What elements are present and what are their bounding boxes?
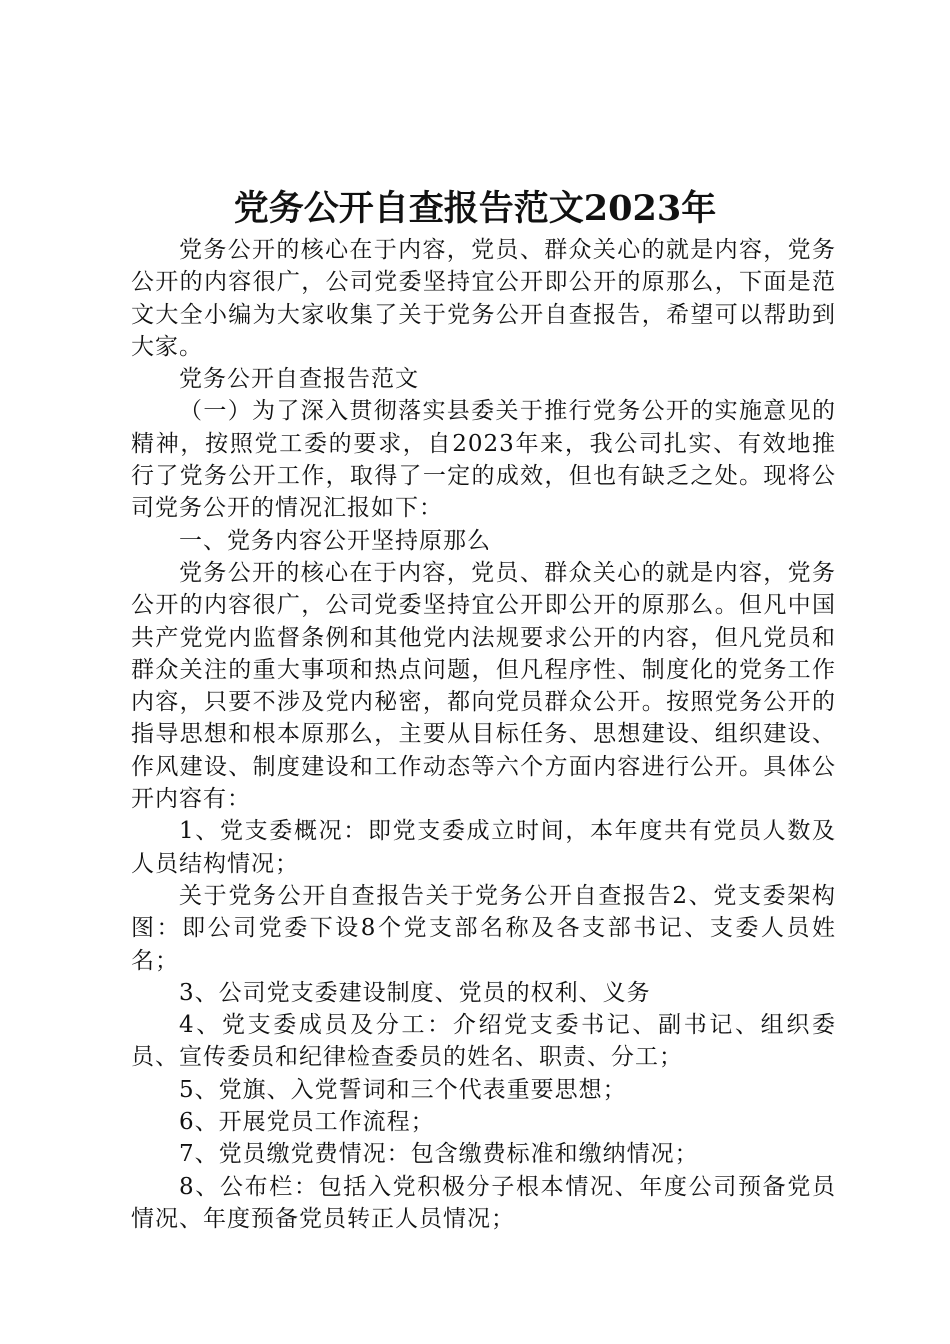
paragraph-section-one-intro: （一）为了深入贯彻落实县委关于推行党务公开的实施意见的精神，按照党工委的要求，自2023年来，我公司扎实、有效地推行了党务公开工作，取得了一定的成效，但也有缺乏之处。现将公司党务公开的情况汇报如下： [131,398,836,522]
list-item-7: 7、党员缴党费情况：包含缴费标准和缴纳情况； [179,1141,699,1168]
paragraph-subtitle: 党务公开自查报告范文 [179,366,419,393]
document-title: 党务公开自查报告范文2023年 [233,188,717,229]
list-item-8: 8、公布栏：包括入党积极分子根本情况、年度公司预备党员情况、年度预备党员转正人员情况； [131,1173,836,1232]
paragraph-intro: 党务公开的核心在于内容，党员、群众关心的就是内容，党务公开的内容很广，公司党委坚持宜公开即公开的原那么，下面是范文大全小编为大家收集了关于党务公开自查报告，希望可以帮助到大家。 [131,237,836,360]
list-item-2: 关于党务公开自查报告关于党务公开自查报告2、党支委架构图：即公司党委下设8个党支部名称及各支部书记、支委人员姓名； [131,882,836,974]
list-item-5: 5、党旗、入党誓词和三个代表重要思想； [179,1076,627,1103]
list-item-3: 3、公司党支委建设制度、党员的权利、义务 [179,979,651,1006]
list-item-4: 4、党支委成员及分工：介绍党支委书记、副书记、组织委员、宣传委员和纪律检查委员的姓名、职责、分工； [131,1012,836,1071]
list-item-1: 1、党支委概况：即党支委成立时间，本年度共有党员人数及人员结构情况； [131,818,836,877]
document-body [131,234,836,1235]
paragraph-content-core: 党务公开的核心在于内容，党员、群众关心的就是内容，党务公开的内容很广，公司党委坚持宜公开即公开的原那么。但凡中国共产党党内监督条例和其他党内法规要求公开的内容，但凡党员和群众关注的重大事项和热点问题，但凡程序性、制度化的党务工作内容，只要不涉及党内秘密，都向党员群众公开。按照党务公开的指导思想和根本原那么，主要从目标任务、思想建设、组织建设、作风建设、制度建设和工作动态等六个方面内容进行公开。具体公开内容有： [131,559,836,813]
paragraph-heading-principle: 一、党务内容公开坚持原那么 [179,527,491,554]
list-item-6: 6、开展党员工作流程； [179,1109,435,1136]
